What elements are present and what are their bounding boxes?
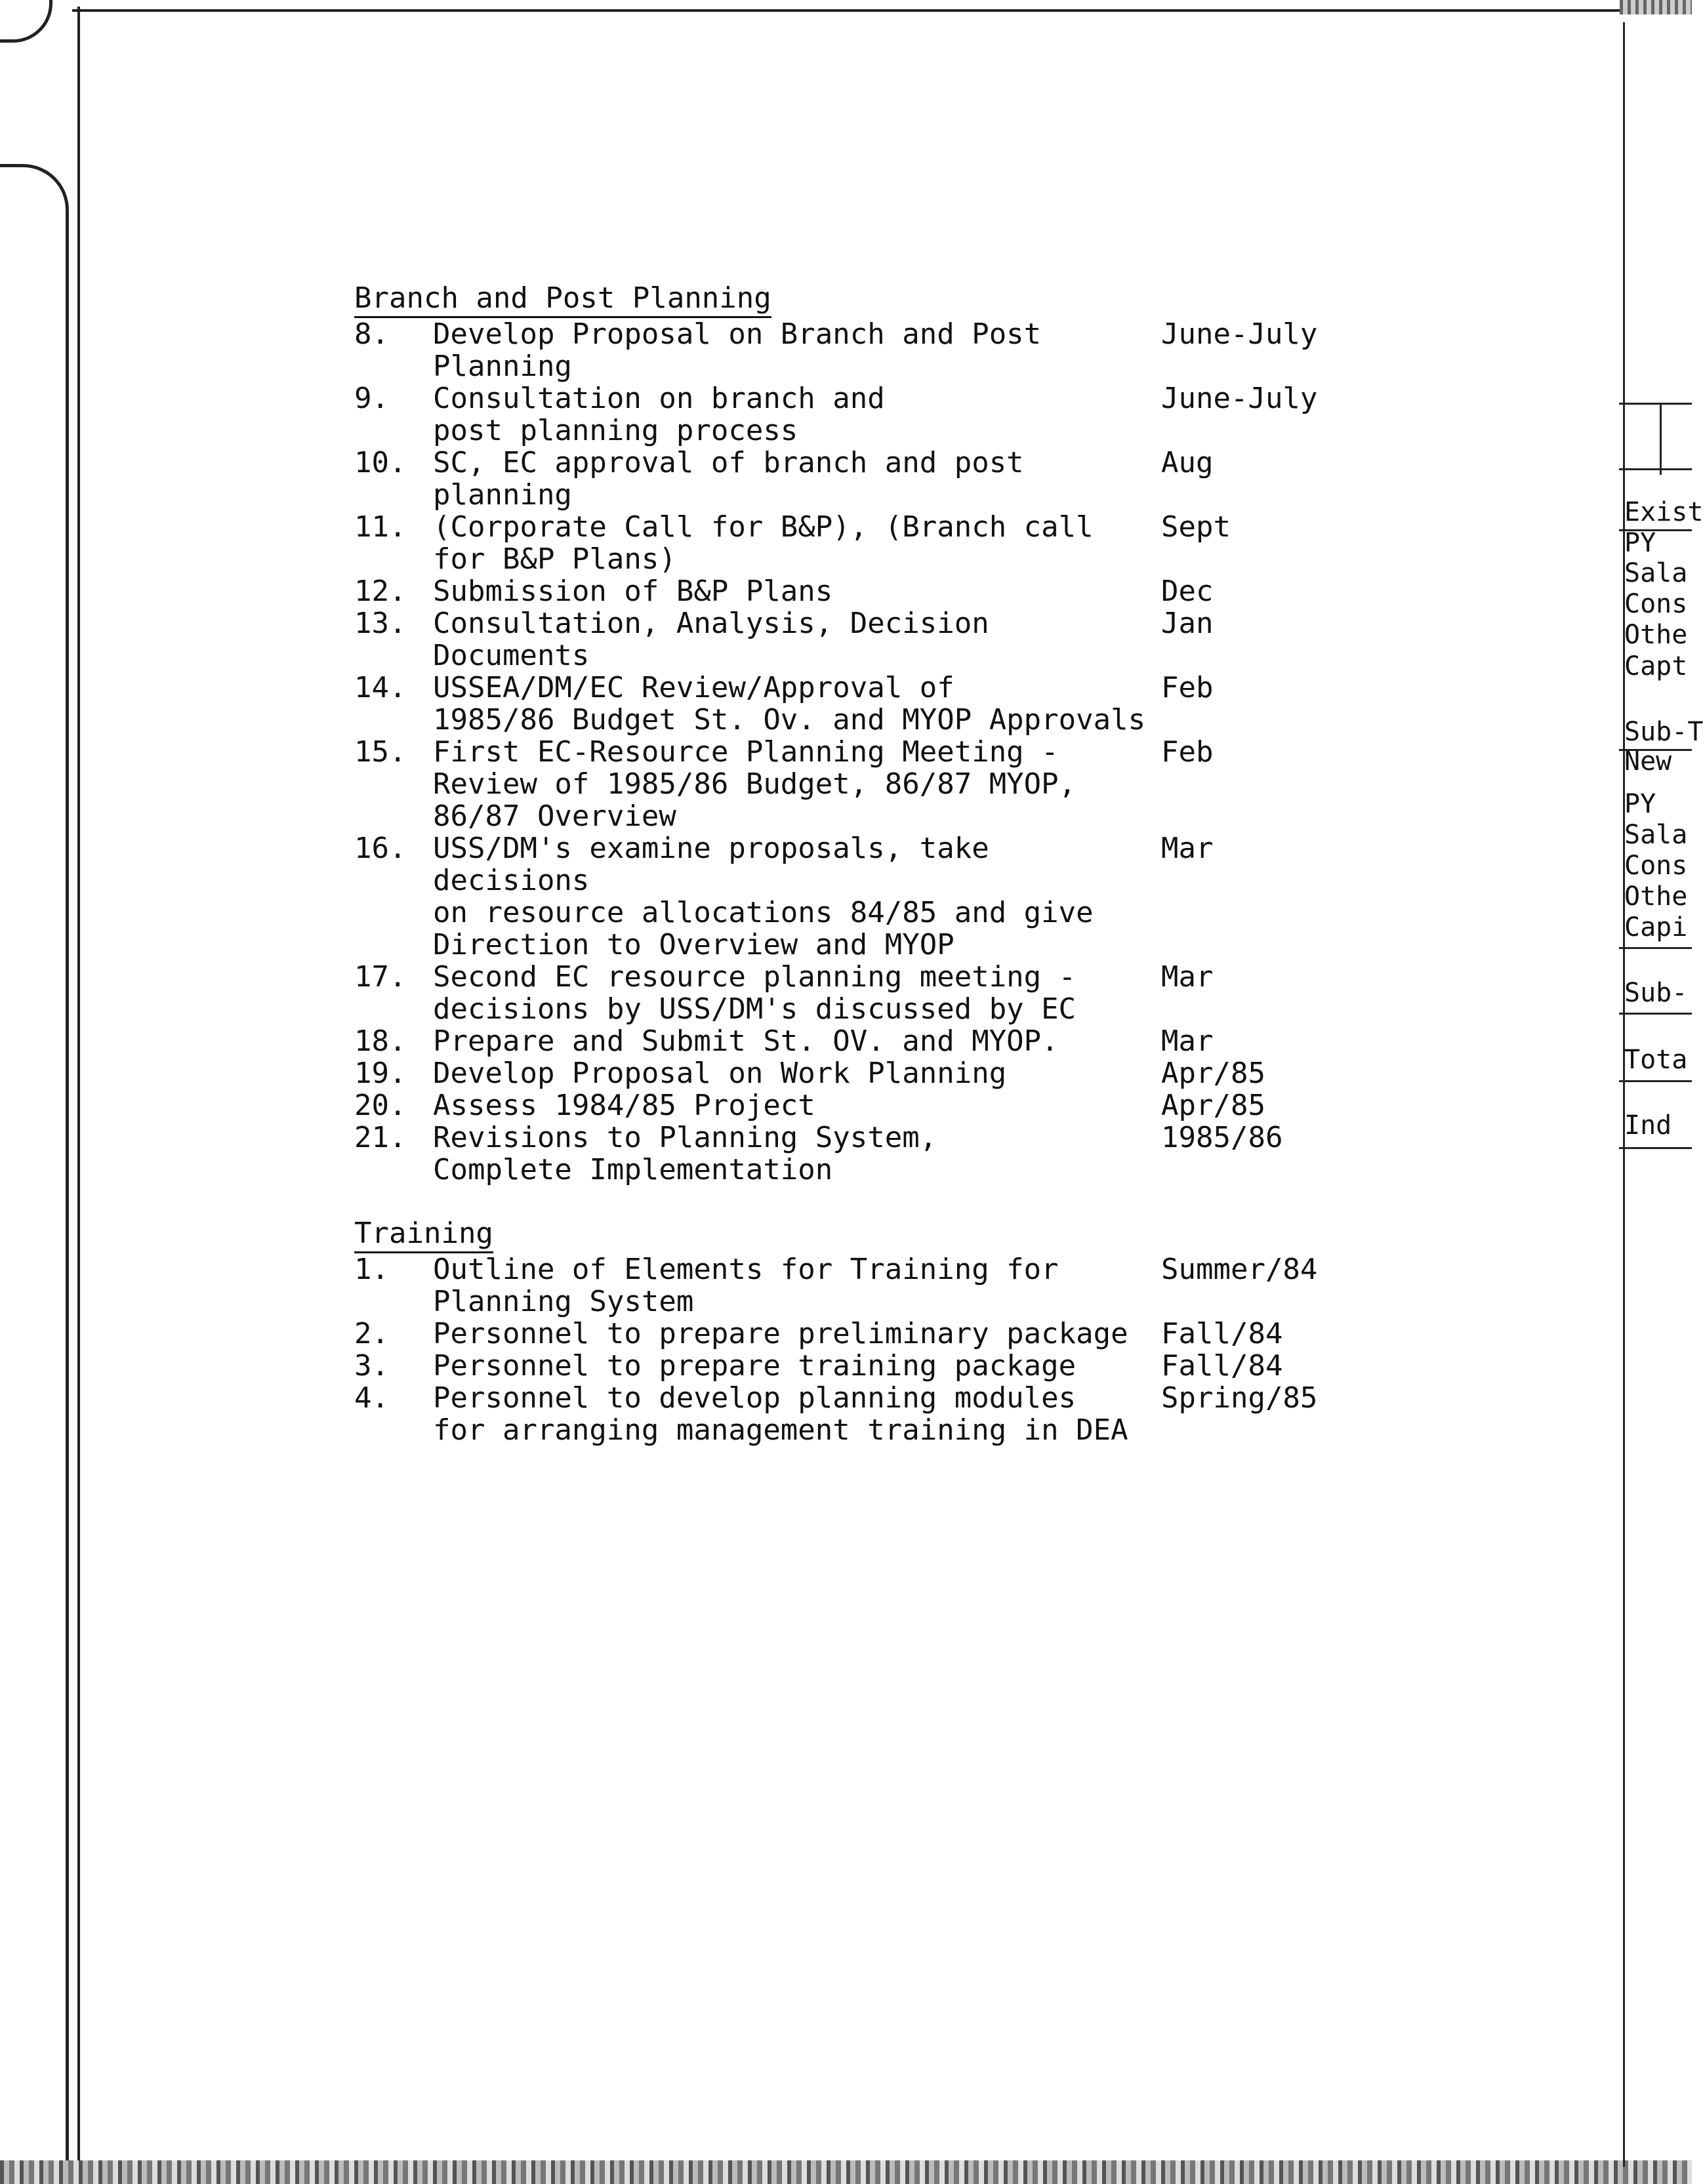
item-date: June-July [1161, 317, 1318, 351]
item-task: First EC-Resource Planning Meeting - Review of 1985/86 Budget, 86/87 MYOP, 86/87 Overview [433, 735, 1077, 833]
item-task: Second EC resource planning meeting - decisions by USS/DM's discussed by EC [433, 960, 1077, 1026]
item-date: 1985/86 [1161, 1121, 1283, 1154]
list-item [354, 736, 1312, 832]
section-heading-training: Training [354, 1217, 1351, 1253]
item-date: Feb [1161, 735, 1214, 769]
table-row-label: Othe [1624, 881, 1688, 912]
item-task: Submission of B&P Plans [433, 575, 833, 608]
item-number: 14. [354, 671, 407, 704]
item-number: 19. [354, 1057, 407, 1090]
item-task: Develop Proposal on Work Planning [433, 1057, 1007, 1090]
table-rule [1619, 1147, 1692, 1149]
item-task: Revisions to Planning System, Complete Implementation [433, 1121, 937, 1186]
table-row-label: Othe [1624, 620, 1688, 650]
planning-schedule-document [354, 282, 1351, 1446]
section-heading-branch-post-planning: Branch and Post Planning [354, 282, 1351, 318]
table-row-label: Cons [1624, 589, 1688, 619]
item-number: 12. [354, 575, 407, 608]
table-rule [1619, 1013, 1692, 1015]
item-date: Feb [1161, 671, 1214, 704]
table-inner-border [1660, 403, 1662, 475]
list-item [354, 447, 1312, 511]
table-row-label: Sub-T [1624, 717, 1703, 747]
table-row-label: Capi [1624, 912, 1688, 942]
list-item [354, 832, 1312, 961]
list-item [354, 607, 1312, 672]
item-task: Personnel to prepare training package [433, 1349, 1077, 1383]
item-number: 4. [354, 1381, 389, 1415]
item-number: 20. [354, 1089, 407, 1122]
list-item [354, 1089, 1312, 1122]
item-number: 18. [354, 1024, 407, 1058]
table-rule [1619, 947, 1692, 949]
table-row-label: Capt [1624, 651, 1688, 681]
item-date: Mar [1161, 1024, 1214, 1058]
section-gap [354, 1186, 1351, 1217]
item-date: Dec [1161, 575, 1214, 608]
table-row-label: Sala [1624, 820, 1688, 850]
item-task: USS/DM's examine proposals, take decisions on resource allocations 84/85 and give Direction to Overview and MYOP [433, 832, 1094, 961]
item-number: 10. [354, 446, 407, 479]
list-item [354, 1057, 1312, 1089]
item-number: 17. [354, 960, 407, 994]
branch-post-planning-list [354, 317, 1318, 1186]
page-curl-top [0, 0, 52, 43]
item-task: Consultation on branch and post planning process [433, 382, 885, 447]
table-row-label: Exist [1624, 497, 1703, 527]
item-date: Sept [1161, 510, 1231, 544]
item-number: 8. [354, 317, 389, 351]
item-number: 11. [354, 510, 407, 544]
item-date: Aug [1161, 446, 1214, 479]
item-date: Summer/84 [1161, 1253, 1318, 1286]
table-rule [1619, 403, 1692, 405]
training-list [354, 1253, 1318, 1447]
table-row-label: PY [1624, 789, 1656, 819]
table-row-label: Sala [1624, 558, 1688, 588]
list-item [354, 1381, 1318, 1447]
list-item [354, 1025, 1312, 1057]
item-date: Apr/85 [1161, 1089, 1265, 1122]
list-item [354, 511, 1312, 575]
list-item [354, 672, 1312, 736]
item-task: Consultation, Analysis, Decision Documents [433, 607, 989, 672]
list-item [354, 1253, 1318, 1318]
item-date: Mar [1161, 960, 1214, 994]
item-number: 13. [354, 607, 407, 640]
item-task: (Corporate Call for B&P), (Branch call for B&P Plans) [433, 510, 1094, 576]
item-task: Outline of Elements for Training for Planning System [433, 1253, 1059, 1318]
list-item [354, 1350, 1312, 1382]
right-partial-table [1619, 9, 1703, 2167]
list-item [354, 382, 1318, 447]
page-top-edge [72, 0, 1620, 12]
list-item [354, 575, 1312, 607]
item-task: Personnel to develop planning modules for arranging management training in DEA [433, 1381, 1128, 1447]
item-number: 15. [354, 735, 407, 769]
table-row-label: PY [1624, 528, 1656, 558]
scan-artifact-bottom [0, 2160, 1692, 2184]
table-row-label: Ind [1624, 1110, 1672, 1141]
item-date: Mar [1161, 832, 1214, 865]
table-left-border [1623, 22, 1625, 2167]
table-rule [1619, 468, 1692, 470]
item-number: 1. [354, 1253, 389, 1286]
item-date: Fall/84 [1161, 1317, 1283, 1350]
item-date: Apr/85 [1161, 1057, 1265, 1090]
table-row-label: Sub- [1624, 978, 1688, 1008]
item-task: SC, EC approval of branch and post planning [433, 446, 1024, 512]
list-item [354, 961, 1312, 1025]
list-item [354, 1122, 1312, 1186]
list-item [354, 317, 1318, 383]
item-task: USSEA/DM/EC Review/Approval of 1985/86 Budget St. Ov. and MYOP Approvals [433, 671, 1146, 737]
item-task: Assess 1984/85 Project [433, 1089, 815, 1122]
table-row-label: New [1624, 746, 1672, 777]
item-task: Develop Proposal on Branch and Post Planning [433, 317, 1042, 383]
item-date: June-July [1161, 382, 1318, 415]
item-number: 16. [354, 832, 407, 865]
page-left-edge [77, 7, 80, 2171]
page-curl-left [0, 164, 69, 2161]
item-number: 21. [354, 1121, 407, 1154]
list-item [354, 1318, 1312, 1350]
item-number: 2. [354, 1317, 389, 1350]
item-date: Spring/85 [1161, 1381, 1318, 1415]
item-date: Jan [1161, 607, 1214, 640]
table-row-label: Tota [1624, 1045, 1688, 1075]
table-rule [1619, 1080, 1692, 1082]
item-task: Personnel to prepare preliminary package [433, 1317, 1128, 1350]
item-task: Prepare and Submit St. OV. and MYOP. [433, 1024, 1059, 1058]
table-row-label: Cons [1624, 851, 1688, 881]
item-number: 3. [354, 1349, 389, 1383]
item-number: 9. [354, 382, 389, 415]
item-date: Fall/84 [1161, 1349, 1283, 1383]
